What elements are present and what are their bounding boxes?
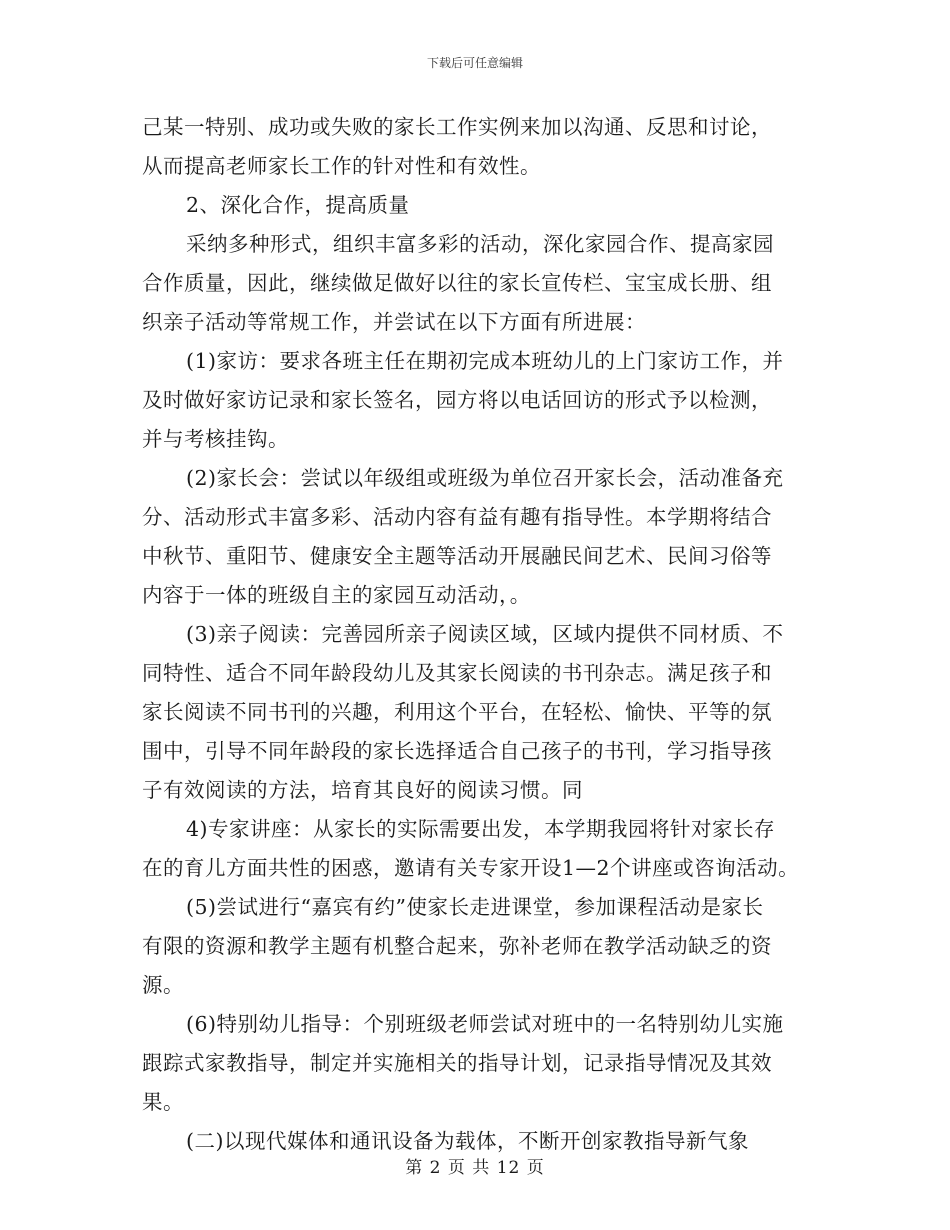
text-line: 果。 (142, 1090, 184, 1114)
text-line: 并与考核挂钩。 (142, 427, 289, 451)
text-line: (6)特别幼儿指导：个别班级老师尝试对班中的一名特别幼儿实施 (186, 1012, 784, 1036)
document-body (142, 108, 822, 1161)
text-line: (3)亲子阅读：完善园所亲子阅读区域，区域内提供不同材质、不 (186, 622, 784, 646)
text-line: 从而提高老师家长工作的针对性和有效性。 (142, 154, 541, 178)
text-line: 跟踪式家教指导，制定并实施相关的指导计划，记录指导情况及其效 (142, 1051, 772, 1075)
text-line: 同特性、适合不同年龄段幼儿及其家长阅读的书刊杂志。满足孩子和 (142, 661, 772, 685)
text-line: 合作质量，因此，继续做足做好以往的家长宣传栏、宝宝成长册、组 (142, 271, 772, 295)
text-line: 己某一特别、成功或失败的家长工作实例来加以沟通、反思和讨论， (142, 115, 772, 139)
text-line: (2)家长会：尝试以年级组或班级为单位召开家长会，活动准备充 (186, 466, 784, 490)
text-line: 4)专家讲座：从家长的实际需要出发，本学期我园将针对家长存 (186, 817, 776, 841)
section-heading: 2、深化合作，提高质量 (186, 193, 410, 217)
text-line: 在的育儿方面共性的困惑，邀请有关专家开设1—2个讲座或咨询活动。 (142, 856, 800, 880)
section-heading: (二)以现代媒体和通讯设备为载体，不断开创家教指导新气象 (186, 1129, 749, 1153)
text-line: 织亲子活动等常规工作，并尝试在以下方面有所进展： (142, 310, 646, 334)
text-line: (5)尝试进行“嘉宾有约”使家长走进课堂，参加课程活动是家长 (186, 895, 764, 919)
text-line: 分、活动形式丰富多彩、活动内容有益有趣有指导性。本学期将结合 (142, 505, 772, 529)
text-line: 围中，引导不同年龄段的家长选择适合自己孩子的书刊，学习指导孩 (142, 739, 772, 763)
text-line: 中秋节、重阳节、健康安全主题等活动开展融民间艺术、民间习俗等 (142, 544, 772, 568)
text-line: (1)家访：要求各班主任在期初完成本班幼儿的上门家访工作，并 (186, 349, 784, 373)
page-number: 第 2 页 共 12 页 (405, 1158, 545, 1178)
text-line: 家长阅读不同书刊的兴趣，利用这个平台，在轻松、愉快、平等的氛 (142, 700, 772, 724)
text-line: 有限的资源和教学主题有机整合起来，弥补老师在教学活动缺乏的资 (142, 934, 772, 958)
text-line: 及时做好家访记录和家长签名，园方将以电话回访的形式予以检测， (142, 388, 772, 412)
text-line: 内容于一体的班级自主的家园互动活动，。 (142, 583, 531, 607)
page-header: 下载后可任意编辑 (426, 56, 523, 70)
text-line: 采纳多种形式，组织丰富多彩的活动，深化家园合作、提高家园 (186, 232, 774, 256)
text-line: 子有效阅读的方法，培育其良好的阅读习惯。同 (142, 778, 583, 802)
text-line: 源。 (142, 973, 184, 997)
